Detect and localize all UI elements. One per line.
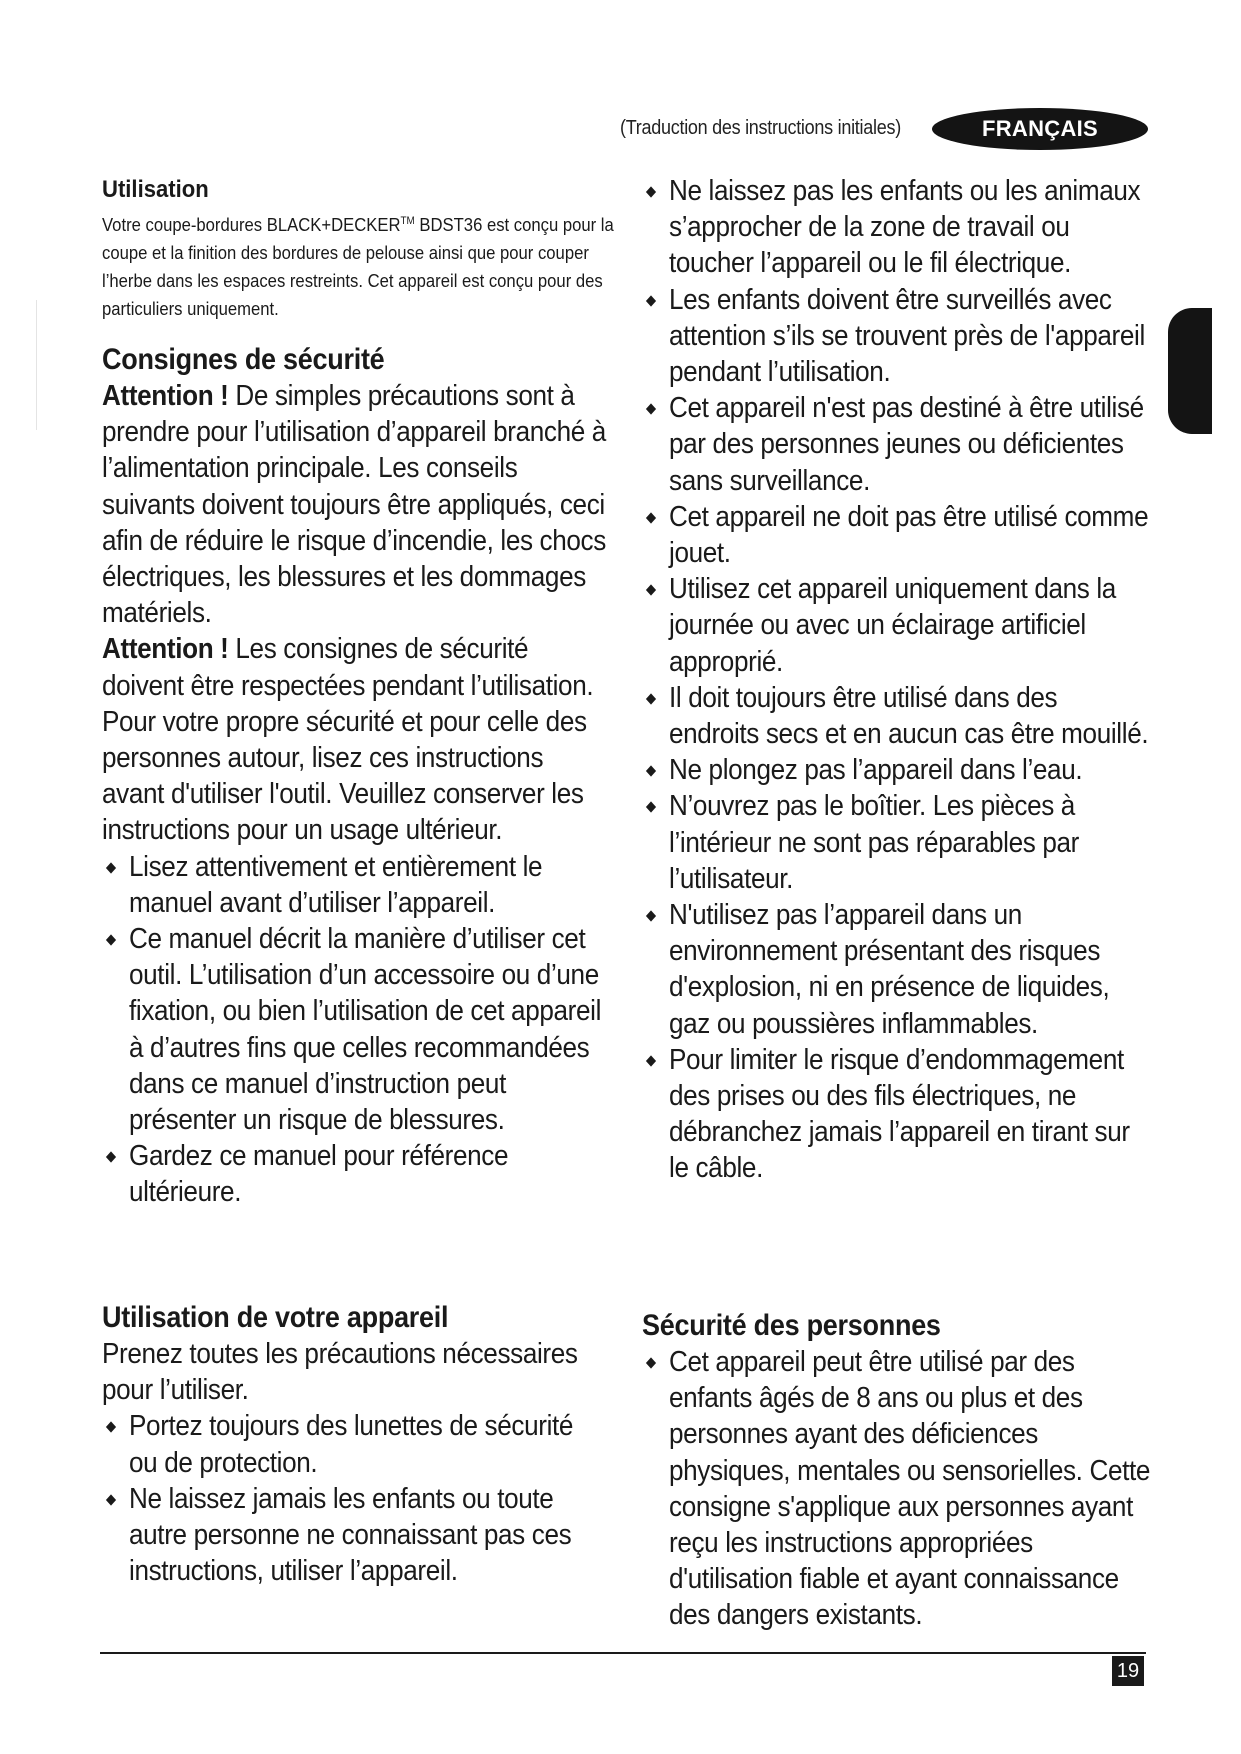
personal-safety-title: Sécurité des personnes <box>642 1309 941 1342</box>
usage-title: Utilisation de votre appareil <box>102 1301 449 1334</box>
list-item: Cet appareil ne doit pas être utilisé comme jouet. <box>642 499 1151 571</box>
list-item: Pour limiter le risque d’endommagement des prises ou des fils électriques, ne débranchez jamais l’appareil en tirant sur le câble. <box>642 1042 1151 1187</box>
general-safety-bullet-list <box>642 173 1151 1187</box>
safety-title: Consignes de sécurité <box>102 343 385 376</box>
safety-paragraph-1: Attention ! De simples précautions sont à prendre pour l’utilisation d’appareil branché à l’alimentation principale. Les conseils suivants doivent toujours être appliqués, ceci afin de réduire le risque d’incendie, les chocs électriques, les blessures et les dommages matériels. <box>102 380 606 630</box>
section-tab-marker <box>1168 308 1212 434</box>
list-item: Les enfants doivent être surveillés avec attention s’ils se trouvent près de l'appareil pendant l’utilisation. <box>642 282 1151 391</box>
list-item: Il doit toujours être utilisé dans des endroits secs et en aucun cas être mouillé. <box>642 680 1151 752</box>
diamond-bullet-icon <box>106 1494 116 1505</box>
list-item: N’ouvrez pas le boîtier. Les pièces à l’intérieur ne sont pas réparables par l’utilisateur. <box>642 788 1151 897</box>
safety-paragraph-2: Attention ! Les consignes de sécurité doivent être respectées pendant l’utilisation. Pour votre propre sécurité et pour celle des personnes autour, lisez ces instructions avant d'utiliser l'outil. Veuillez conserver les instructions pour un usage ultérieur. <box>102 633 594 847</box>
diamond-bullet-icon <box>646 585 656 596</box>
intro-title: Utilisation <box>102 176 209 203</box>
diamond-bullet-icon <box>646 1357 656 1368</box>
diamond-bullet-icon <box>646 1055 656 1066</box>
list-item: N'utilisez pas l’appareil dans un environnement présentant des risques d'explosion, ni en présence de liquides, gaz ou poussières inflammables. <box>642 897 1151 1042</box>
list-item: Cet appareil peut être utilisé par des enfants âgés de 8 ans ou plus et des personnes ayant des déficiences physiques, mentales ou sensorielles. Cette consigne s'applique aux personnes ayant reçu les instructions appropriées d'utilisation fiable et ayant connaissance des dangers existants. <box>642 1344 1151 1634</box>
usage-text: Prenez toutes les précautions nécessaires pour l’utiliser. <box>102 1338 578 1407</box>
personal-safety-bullet-list <box>642 1344 1151 1634</box>
footer-divider <box>100 1652 1146 1654</box>
diamond-bullet-icon <box>646 766 656 777</box>
safety-section <box>102 342 606 1211</box>
diamond-bullet-icon <box>106 934 116 945</box>
list-item: Ce manuel décrit la manière d’utiliser cet outil. L’utilisation d’un accessoire ou d’une fixation, ou bien l’utilisation de cet appareil à d’autres fins que celles recommandées dans ce manuel d’instruction peut présenter un risque de blessures. <box>102 921 606 1138</box>
list-item: Utilisez cet appareil uniquement dans la journée ou avec un éclairage artificiel approprié. <box>642 571 1151 680</box>
diamond-bullet-icon <box>106 1152 116 1163</box>
diamond-bullet-icon <box>646 186 656 197</box>
margin-line <box>36 300 37 430</box>
usage-bullet-list <box>102 1408 606 1589</box>
personal-safety-section <box>642 1308 1151 1634</box>
list-item: Ne laissez pas les enfants ou les animaux s’approcher de la zone de travail ou toucher l’appareil ou le fil électrique. <box>642 173 1151 282</box>
language-badge: FRANÇAIS <box>932 108 1148 150</box>
list-item: Cet appareil n'est pas destiné à être utilisé par des personnes jeunes ou déficientes sans surveillance. <box>642 390 1151 499</box>
diamond-bullet-icon <box>646 295 656 306</box>
usage-section <box>102 1300 606 1589</box>
list-item: Lisez attentivement et entièrement le manuel avant d’utiliser l’appareil. <box>102 849 606 921</box>
translation-note: (Traduction des instructions initiales) <box>620 117 901 139</box>
diamond-bullet-icon <box>646 512 656 523</box>
general-safety-section <box>642 173 1151 1187</box>
page-number: 19 <box>1112 1656 1144 1686</box>
safety-bullet-list <box>102 849 606 1211</box>
list-item: Gardez ce manuel pour référence ultérieure. <box>102 1138 606 1210</box>
diamond-bullet-icon <box>646 404 656 415</box>
diamond-bullet-icon <box>646 802 656 813</box>
diamond-bullet-icon <box>646 693 656 704</box>
diamond-bullet-icon <box>646 910 656 921</box>
list-item: Portez toujours des lunettes de sécurité ou de protection. <box>102 1408 606 1480</box>
diamond-bullet-icon <box>106 1422 116 1433</box>
intro-text: Votre coupe-bordures BLACK+DECKER™ BDST36 est conçu pour la coupe et la finition des bordures de pelouse ainsi que pour couper l’herbe dans les espaces restreints. Cet appareil est conçu pour des particuliers uniquement. <box>102 214 614 320</box>
list-item: Ne plongez pas l’appareil dans l’eau. <box>642 752 1151 788</box>
list-item: Ne laissez jamais les enfants ou toute autre personne ne connaissant pas ces instructions, utiliser l’appareil. <box>102 1481 606 1590</box>
diamond-bullet-icon <box>106 862 116 873</box>
